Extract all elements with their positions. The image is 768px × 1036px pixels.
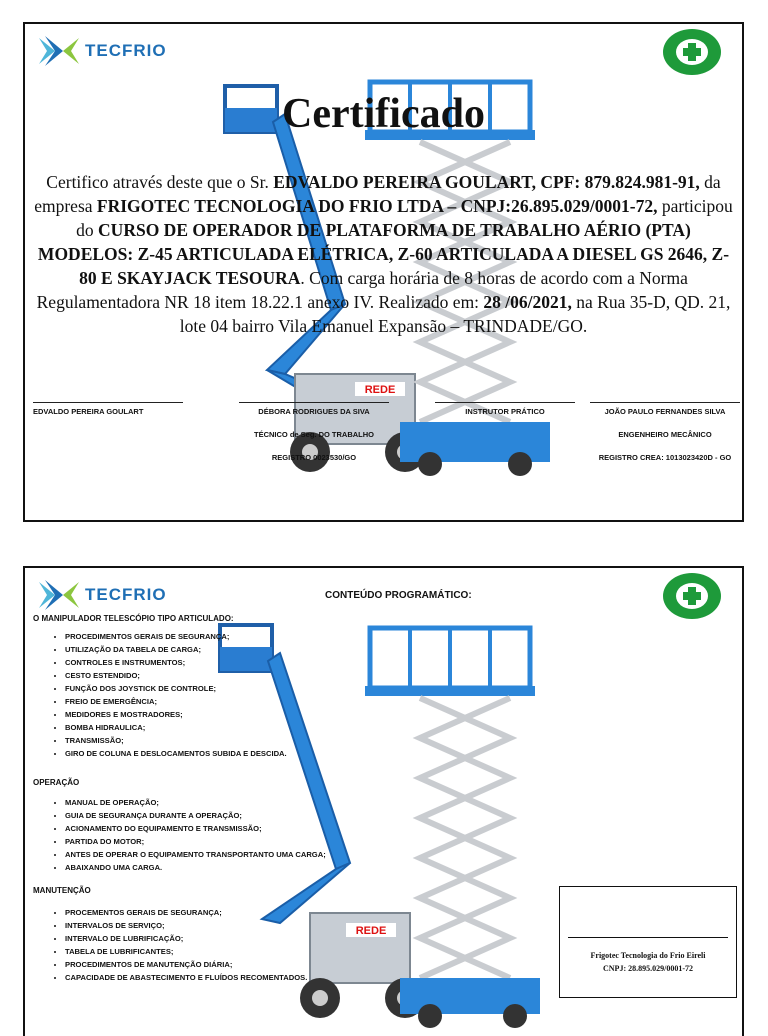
list-item: • GIRO DE COLUNA E DESLOCAMENTOS SUBIDA E DESCIDA.	[65, 747, 287, 760]
topic-list	[35, 630, 287, 760]
list-item: • CONTROLES E INSTRUMENTOS;	[65, 656, 287, 669]
participant-name-cpf: EDVALDO PEREIRA GOULART, CPF: 879.824.981-91,	[273, 172, 700, 192]
logo-text: TECFRIO	[85, 585, 167, 604]
signature-line	[435, 402, 575, 403]
company-name: FRIGOTEC TECNOLOGIA DO FRIO LTDA – CNPJ:26.895.029/0001-72,	[96, 196, 658, 216]
list-item: • MANUAL DE OPERAÇÃO;	[65, 796, 326, 809]
signature-line	[33, 402, 183, 403]
body-text: Certifico através deste que o Sr.	[46, 172, 274, 192]
signature-registry: REGISTRO 0023530/GO	[271, 453, 357, 462]
course-name: CURSO DE OPERADOR DE PLATAFORMA DE TRABALHO AÉRIO (PTA) MODELOS: Z-45 ARTICULADA ELÉTRICA, Z-60 ARTICULADA A DIESEL GS 2646, Z-80 E SKAYJACK TESOURA	[37, 220, 730, 288]
logo-text: TECFRIO	[85, 41, 167, 60]
safety-seal-icon	[662, 28, 722, 76]
certificate-page	[23, 22, 744, 522]
tecfrio-logo	[37, 34, 167, 68]
list-item: • TABELA DE LUBRIFICANTES;	[65, 945, 307, 958]
tecfrio-logo-icon	[37, 578, 81, 612]
signature-safety-technician	[239, 402, 389, 462]
stamp-company-name: Frigotec Tecnologia do Frio Eireli	[590, 951, 706, 960]
signature-name: JOÃO PAULO FERNANDES SILVA	[604, 407, 726, 416]
signature-name: EDVALDO PEREIRA GOULART	[33, 407, 144, 416]
company-stamp-box	[559, 886, 737, 998]
signature-instructor	[435, 402, 575, 416]
certificate-title: Certificado	[282, 91, 485, 137]
safety-seal-icon	[662, 572, 722, 620]
section-heading: O MANIPULADOR TELESCÓPIO TIPO ARTICULADO:	[33, 614, 234, 623]
svg-text:REDE: REDE	[355, 925, 387, 937]
list-item: • ABAIXANDO UMA CARGA.	[65, 861, 326, 874]
stamp-cnpj: CNPJ: 28.895.029/0001-72	[603, 964, 693, 973]
program-title: CONTEÚDO PROGRAMÁTICO:	[325, 590, 472, 601]
list-item: • FUNÇÃO DOS JOYSTICK DE CONTROLE;	[65, 682, 287, 695]
topic-list	[35, 796, 326, 874]
signature-line	[590, 402, 740, 403]
body-text: da empresa	[34, 172, 721, 216]
list-item: • BOMBA HIDRAULICA;	[65, 721, 287, 734]
certificate-body	[33, 170, 734, 338]
section-heading: MANUTENÇÃO	[33, 886, 91, 895]
svg-text:REDE: REDE	[364, 384, 396, 396]
list-item: • FREIO DE EMERGÊNCIA;	[65, 695, 287, 708]
signature-registry: REGISTRO CREA: 1013023420D - GO	[598, 453, 732, 462]
topic-list	[35, 906, 307, 984]
list-item: • PROCEMENTOS GERAIS DE SEGURANÇA;	[65, 906, 307, 919]
signature-line	[568, 937, 728, 938]
signature-name: DÉBORA RODRIGUES DA SIVA	[258, 407, 370, 416]
list-item: • GUIA DE SEGURANÇA DURANTE A OPERAÇÃO;	[65, 809, 326, 822]
signature-participant	[33, 402, 183, 416]
tecfrio-logo-icon	[37, 34, 81, 68]
list-item: • UTILIZAÇÃO DA TABELA DE CARGA;	[65, 643, 287, 656]
list-item: • MEDIDORES E MOSTRADORES;	[65, 708, 287, 721]
list-item: • CAPACIDADE DE ABASTECIMENTO E FLUÍDOS RECOMENTADOS.	[65, 971, 307, 984]
body-text: na Rua 35-D, QD. 21, lote 04 bairro Vila Emanuel Expansão – TRINDADE/GO.	[179, 292, 731, 336]
list-item: • INTERVALOS DE SERVIÇO;	[65, 919, 307, 932]
list-item: • TRANSMISSÃO;	[65, 734, 287, 747]
signature-engineer	[590, 402, 740, 462]
tecfrio-logo	[37, 578, 167, 612]
section-heading: OPERAÇÃO	[33, 778, 80, 787]
body-text: . Com carga horária de 8 horas de acordo com a Norma Regulamentadora NR 18 item 18.22.1 anexo IV. Realizado em:	[36, 268, 688, 312]
list-item: • PROCEDIMENTOS DE MANUTENÇÃO DIÁRIA;	[65, 958, 307, 971]
list-item: • PARTIDA DO MOTOR;	[65, 835, 326, 848]
list-item: • CESTO ESTENDIDO;	[65, 669, 287, 682]
signature-name: INSTRUTOR PRÁTICO	[465, 407, 545, 416]
list-item: • ACIONAMENTO DO EQUIPAMENTO E TRANSMISSÃO;	[65, 822, 326, 835]
signature-role: ENGENHEIRO MECÂNICO	[618, 430, 712, 439]
course-date: 28 /06/2021,	[483, 292, 572, 312]
program-content-page	[23, 566, 744, 1036]
list-item: • ANTES DE OPERAR O EQUIPAMENTO TRANSPORTANTO UMA CARGA;	[65, 848, 326, 861]
scissor-lift-icon	[360, 618, 560, 1036]
list-item: • PROCEDIMENTOS GERAIS DE SEGURANÇA;	[65, 630, 287, 643]
signature-line	[239, 402, 389, 403]
body-text: participou do	[76, 196, 733, 240]
list-item: • INTERVALO DE LUBRIFICAÇÃO;	[65, 932, 307, 945]
signature-role: TÉCNICO de Seg. DO TRABALHO	[253, 430, 374, 439]
